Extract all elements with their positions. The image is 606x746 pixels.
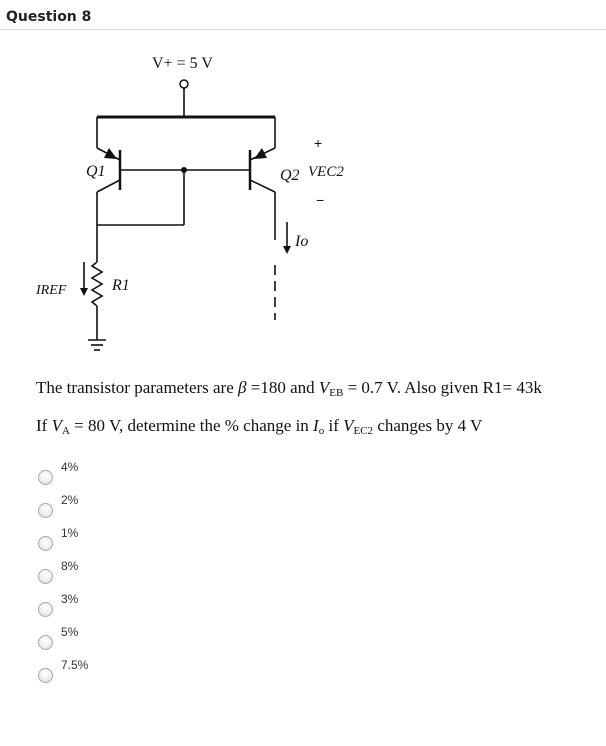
supply-terminal [180, 80, 188, 88]
answer-label: 7.5% [61, 658, 89, 672]
answer-option[interactable] [38, 493, 238, 523]
circuit-diagram [0, 35, 360, 365]
iref-arrowhead [80, 288, 88, 296]
io-label: Io [295, 233, 309, 250]
radio-button[interactable] [38, 668, 53, 683]
supply-label: V+ = 5 V [152, 55, 213, 72]
answer-label: 4% [61, 460, 79, 474]
q1-label: Q1 [86, 163, 106, 180]
r1-resistor [92, 262, 102, 306]
answer-label: 5% [61, 625, 79, 639]
answer-option[interactable] [38, 460, 238, 490]
q1-collector [97, 180, 120, 192]
radio-button[interactable] [38, 635, 53, 650]
prompt-line-2: If $V_A = 80$ V, determine the % change in $I_o$ if $V_{EC2}$ changes by 4 V [36, 416, 483, 437]
vec2-plus: + [314, 135, 323, 151]
answer-label: 2% [61, 493, 79, 507]
prompt-line-1: The transistor parameters are β =180 and $V_{EB} = 0.7$ V. Also given R1= 43k [36, 378, 542, 399]
io-arrowhead [283, 246, 291, 254]
question-header [0, 0, 606, 30]
answer-option[interactable] [38, 559, 238, 589]
radio-button[interactable] [38, 569, 53, 584]
answer-option[interactable] [38, 592, 238, 622]
answer-option[interactable] [38, 625, 238, 655]
radio-button[interactable] [38, 470, 53, 485]
answer-label: 8% [61, 559, 79, 573]
vec2-minus: − [316, 192, 325, 208]
radio-button[interactable] [38, 503, 53, 518]
question-title: Question 8 [6, 9, 92, 25]
junction-dot [181, 167, 187, 173]
q2-label: Q2 [280, 167, 300, 184]
vec2-label: VEC2 [308, 164, 344, 180]
answer-label: 1% [61, 526, 79, 540]
answer-option[interactable] [38, 526, 238, 556]
r1-label: R1 [112, 277, 130, 294]
answer-label: 3% [61, 592, 79, 606]
iref-label: IREF [36, 283, 67, 298]
radio-button[interactable] [38, 602, 53, 617]
q2-collector [250, 180, 275, 192]
radio-button[interactable] [38, 536, 53, 551]
answer-option[interactable] [38, 658, 238, 688]
